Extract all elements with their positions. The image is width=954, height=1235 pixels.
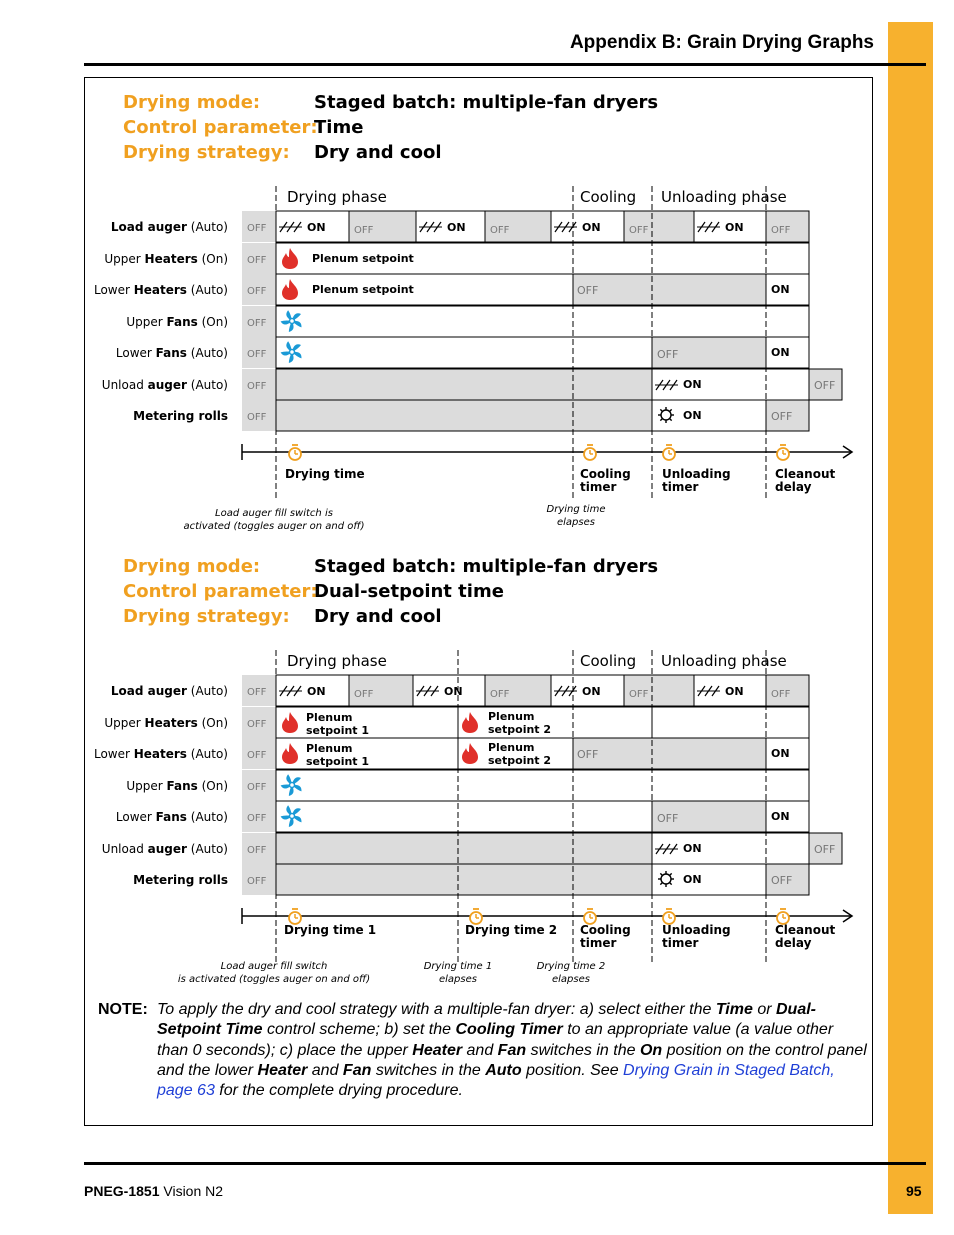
fan-hub	[290, 783, 295, 788]
row-label	[133, 873, 228, 887]
off-label: OFF	[247, 750, 267, 761]
off-label: OFF	[247, 381, 267, 392]
unloading-phase-label: Unloading phase	[661, 652, 787, 670]
off-label: OFF	[247, 318, 267, 329]
fan-on-cell	[276, 337, 652, 368]
fan-hub	[290, 350, 295, 355]
off-label: OFF	[247, 349, 267, 360]
row-label-mode: (Auto)	[186, 283, 228, 297]
on-label: ON	[683, 873, 702, 886]
off-label: OFF	[814, 379, 836, 392]
row-label-device: auger	[147, 842, 187, 856]
off-label: OFF	[771, 225, 791, 236]
off-label: OFF	[577, 284, 599, 297]
note-text: position on the control panel and the lower	[157, 1041, 867, 1079]
row-label-mode: (Auto)	[186, 747, 228, 761]
drying-time-2-label: Drying time 2	[465, 923, 558, 937]
note-text: control scheme; b) set the	[262, 1021, 456, 1039]
control-parameter-label: Control parameter:	[123, 581, 318, 602]
off-label: OFF	[247, 255, 267, 266]
note-emphasis: Heater	[412, 1041, 463, 1059]
cooling-timer-label: Cooling	[580, 467, 631, 481]
note-label: NOTE:	[98, 1001, 148, 1018]
timing-diagram-time	[93, 88, 856, 532]
note-emphasis: Fan	[342, 1061, 372, 1079]
drying-strategy-label: Drying strategy:	[123, 606, 290, 627]
off-label: OFF	[577, 748, 599, 761]
unloading-timer-label: timer	[662, 936, 699, 950]
note-text: and	[307, 1061, 343, 1079]
cleanout-delay-label: delay	[775, 480, 812, 494]
note-text: switches in the	[371, 1061, 486, 1079]
elapse-note: Drying time	[546, 504, 606, 515]
fan-hub	[290, 814, 295, 819]
drying-time-label: Drying time	[285, 467, 365, 481]
fan-on-cell	[276, 306, 809, 337]
cleanout-delay-label: Cleanout	[775, 923, 836, 937]
page-number: 95	[906, 1183, 922, 1199]
fill-switch-note: Load auger fill switch	[220, 961, 328, 972]
off-cell	[276, 833, 652, 864]
row-label-device: Heaters	[144, 716, 198, 730]
note-emphasis: On	[639, 1041, 663, 1059]
row-label-mode: (Auto)	[186, 346, 228, 360]
row-label-device: Load auger	[110, 684, 187, 698]
on-label: ON	[725, 221, 744, 234]
row-label	[133, 409, 228, 423]
row-label	[126, 315, 228, 329]
on-cell	[652, 400, 766, 431]
on-label: ON	[582, 685, 601, 698]
off-cell	[276, 400, 652, 431]
row-label	[126, 779, 228, 793]
diagram-block-time	[93, 88, 856, 532]
note-text: switches in the	[526, 1041, 640, 1059]
off-label: OFF	[771, 410, 793, 423]
elapse-note: Drying time 2	[536, 961, 606, 972]
on-label: ON	[307, 685, 326, 698]
row-label	[104, 252, 228, 266]
off-cell	[276, 864, 652, 895]
off-label: OFF	[247, 223, 267, 234]
off-label: OFF	[490, 689, 510, 700]
plenum-label: Plenum	[306, 742, 353, 755]
cleanout-delay-label: Cleanout	[775, 467, 836, 481]
off-label: OFF	[657, 348, 679, 361]
row-label-device: Metering rolls	[133, 873, 228, 887]
drying-strategy-label: Drying strategy:	[123, 142, 290, 163]
setpoint-label: setpoint 1	[306, 755, 370, 768]
footer-doc-number: PNEG-1851	[84, 1183, 160, 1199]
cooling-phase-label: Cooling	[580, 188, 637, 206]
on-cell	[652, 707, 809, 738]
on-label: ON	[771, 283, 790, 296]
side-tab-bar	[888, 22, 933, 1214]
drying-phase-label: Drying phase	[287, 652, 387, 670]
drying-time-1-label: Drying time 1	[284, 923, 377, 937]
cleanout-delay-label: delay	[775, 936, 812, 950]
row-label	[116, 810, 228, 824]
note-text: for the complete drying procedure.	[214, 1082, 463, 1100]
off-label: OFF	[490, 225, 510, 236]
row-label	[111, 684, 228, 698]
row-label-prefix: Unload	[101, 842, 148, 856]
row-label-device: Metering rolls	[133, 409, 228, 423]
note-body	[157, 1000, 868, 1101]
setpoint-label: setpoint 2	[488, 754, 552, 767]
row-label-device: auger	[147, 378, 187, 392]
fill-switch-note: is activated (toggles auger on and off)	[177, 974, 371, 985]
page-header-title: Appendix B: Grain Drying Graphs	[569, 32, 874, 53]
unloading-timer-label: timer	[662, 480, 699, 494]
row-label-mode: (On)	[197, 779, 228, 793]
off-label: OFF	[247, 845, 267, 856]
control-parameter-value: Dual-setpoint time	[314, 581, 504, 602]
drying-mode-value: Staged batch: multiple-fan dryers	[314, 92, 659, 113]
row-label-device: Fans	[155, 346, 187, 360]
on-cell	[652, 864, 766, 895]
plenum-label: Plenum	[488, 741, 535, 754]
off-cell	[276, 369, 652, 400]
off-label: OFF	[247, 412, 267, 423]
drying-strategy-value: Dry and cool	[314, 606, 442, 627]
row-label-prefix: Lower	[115, 810, 156, 824]
off-label: OFF	[629, 689, 649, 700]
on-label: ON	[307, 221, 326, 234]
cooling-timer-label: timer	[580, 480, 617, 494]
on-label: ON	[725, 685, 744, 698]
on-label: ON	[582, 221, 601, 234]
unloading-phase-label: Unloading phase	[661, 188, 787, 206]
setpoint-label: setpoint 2	[488, 723, 552, 736]
drying-mode-value: Staged batch: multiple-fan dryers	[314, 556, 659, 577]
row-label-device: Heaters	[144, 252, 198, 266]
header-rule	[84, 63, 926, 66]
row-label-prefix: Upper	[126, 315, 167, 329]
fan-hub	[290, 319, 295, 324]
note-text: and	[462, 1041, 498, 1059]
row-label-prefix: Lower	[115, 346, 156, 360]
row-label	[102, 378, 228, 392]
row-label-prefix: Upper	[104, 716, 145, 730]
on-label: ON	[444, 685, 463, 698]
row-label-prefix: Lower	[93, 747, 134, 761]
off-label: OFF	[247, 876, 267, 887]
plenum-label: Plenum	[306, 711, 353, 724]
on-label: ON	[771, 810, 790, 823]
drying-procedure-link[interactable]: Drying Grain in Staged Batch, page 63	[157, 1061, 835, 1100]
on-label: ON	[771, 747, 790, 760]
row-label-mode: (On)	[197, 716, 228, 730]
note-emphasis: Heater	[257, 1061, 308, 1079]
row-label-prefix: Upper	[126, 779, 167, 793]
fan-on-cell	[276, 801, 652, 832]
row-label-mode: (On)	[197, 315, 228, 329]
row-label-mode: (Auto)	[186, 684, 228, 698]
cooling-timer-label: Cooling	[580, 923, 631, 937]
note-text: or	[752, 1001, 776, 1018]
fill-switch-note: activated (toggles auger on and off)	[183, 521, 365, 532]
note-emphasis: Cooling Timer	[455, 1021, 563, 1039]
off-label: OFF	[247, 813, 267, 824]
control-parameter-value: Time	[314, 117, 364, 138]
off-label: OFF	[629, 225, 649, 236]
diagram-block-dual-setpoint	[93, 552, 856, 985]
note-emphasis: Dual-Setpoint Time	[157, 1001, 816, 1039]
off-cell	[573, 274, 766, 305]
row-label-mode: (Auto)	[186, 810, 228, 824]
row-label-device: Heaters	[133, 747, 187, 761]
note-paragraph	[98, 1000, 868, 1101]
row-label-prefix: Unload	[101, 378, 148, 392]
off-label: OFF	[247, 687, 267, 698]
fill-switch-note: Load auger fill switch is	[215, 508, 333, 519]
row-label	[116, 346, 228, 360]
row-label	[102, 842, 228, 856]
off-label: OFF	[814, 843, 836, 856]
note-text: position. See	[521, 1061, 624, 1079]
on-label: ON	[683, 842, 702, 855]
on-label: ON	[771, 346, 790, 359]
elapse-note: elapses	[439, 974, 477, 985]
row-label-mode: (On)	[197, 252, 228, 266]
on-label: ON	[683, 409, 702, 422]
off-label: OFF	[247, 719, 267, 730]
note-text: to an appropriate value (a value other than 0 seconds); c) place the upper	[157, 1021, 834, 1059]
cooling-timer-label: timer	[580, 936, 617, 950]
elapse-note: elapses	[557, 517, 595, 528]
row-label-prefix: Upper	[104, 252, 145, 266]
note-emphasis: Time	[715, 1001, 753, 1018]
plenum-setpoint-label: Plenum setpoint	[312, 283, 414, 296]
row-label	[94, 283, 228, 297]
row-label-prefix: Lower	[93, 283, 134, 297]
plenum-label: Plenum	[488, 710, 535, 723]
row-label	[111, 220, 228, 234]
off-label: OFF	[247, 782, 267, 793]
on-label: ON	[683, 378, 702, 391]
off-label: OFF	[354, 225, 374, 236]
drying-phase-label: Drying phase	[287, 188, 387, 206]
unloading-timer-label: Unloading	[662, 467, 731, 481]
setpoint-label: setpoint 1	[306, 724, 370, 737]
off-label: OFF	[657, 812, 679, 825]
elapse-note: Drying time 1	[423, 961, 493, 972]
plenum-setpoint-label: Plenum setpoint	[312, 252, 414, 265]
row-label-mode: (Auto)	[186, 378, 228, 392]
note-emphasis: Auto	[485, 1061, 522, 1079]
cooling-phase-label: Cooling	[580, 652, 637, 670]
elapse-note: elapses	[552, 974, 590, 985]
unloading-timer-label: Unloading	[662, 923, 731, 937]
control-parameter-label: Control parameter:	[123, 117, 318, 138]
off-label: OFF	[354, 689, 374, 700]
drying-mode-label: Drying mode:	[123, 556, 261, 577]
off-cell	[573, 738, 766, 769]
drying-mode-label: Drying mode:	[123, 92, 261, 113]
note-text: To apply the dry and cool strategy with a multiple-fan dryer: a) select either the	[157, 1001, 716, 1018]
note-emphasis: Fan	[497, 1041, 527, 1059]
row-label	[104, 716, 228, 730]
fan-on-cell	[276, 770, 809, 801]
footer-doc-name: Vision N2	[159, 1183, 224, 1199]
row-label-device: Load auger	[110, 220, 187, 234]
row-label-device: Fans	[166, 779, 198, 793]
drying-strategy-value: Dry and cool	[314, 142, 442, 163]
footer-rule	[84, 1162, 926, 1165]
footer-document-id	[84, 1183, 223, 1199]
on-label: ON	[447, 221, 466, 234]
row-label-mode: (Auto)	[186, 220, 228, 234]
row-label-device: Heaters	[133, 283, 187, 297]
off-label: OFF	[247, 286, 267, 297]
row-label	[94, 747, 228, 761]
off-label: OFF	[771, 689, 791, 700]
row-label-device: Fans	[155, 810, 187, 824]
timing-diagram-dual-setpoint	[93, 552, 856, 985]
row-label-mode: (Auto)	[186, 842, 228, 856]
row-label-device: Fans	[166, 315, 198, 329]
off-label: OFF	[771, 874, 793, 887]
